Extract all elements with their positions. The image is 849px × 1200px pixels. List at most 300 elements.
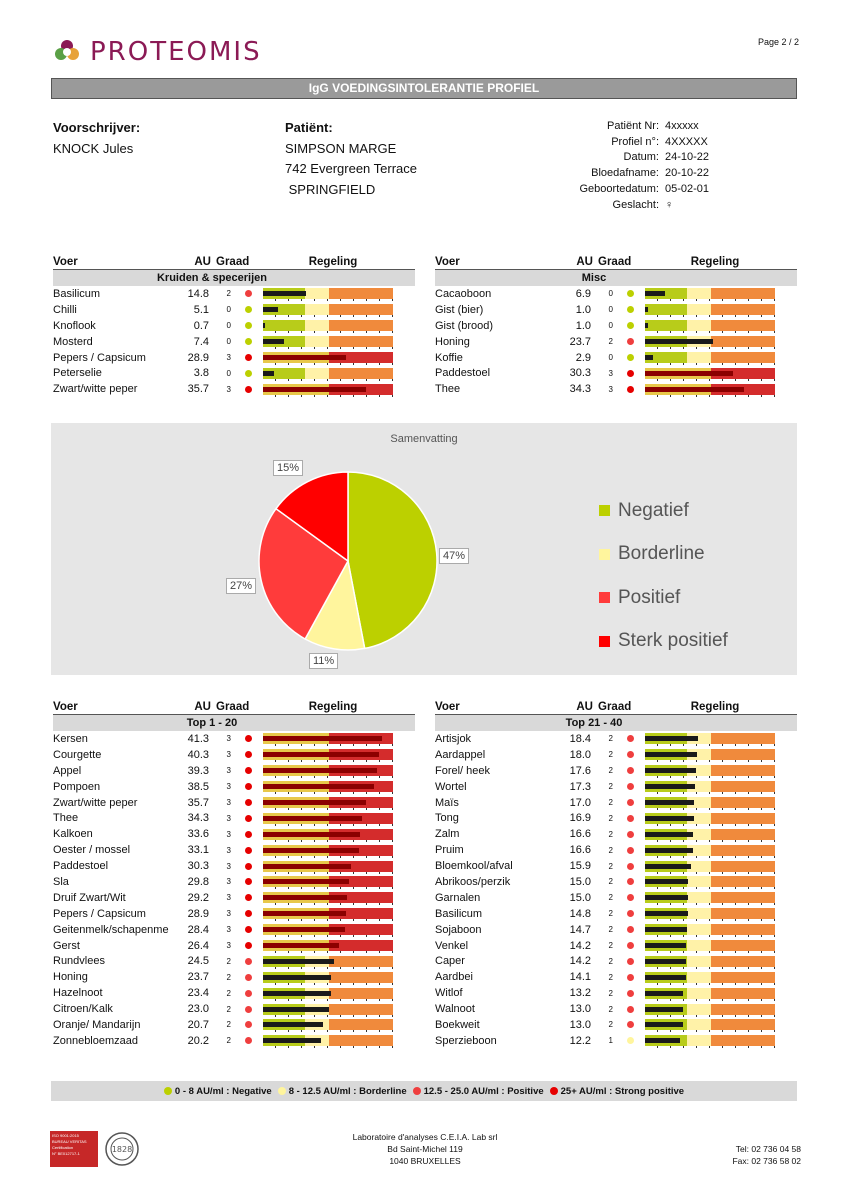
grade-dot-cell <box>233 942 263 949</box>
bar-ticks <box>263 919 393 921</box>
regulation-bar <box>263 336 393 347</box>
bar-zone <box>329 368 393 379</box>
regulation-bar <box>263 765 393 776</box>
grade-value: 2 <box>226 1036 231 1046</box>
col-grade: Graad <box>598 256 632 268</box>
section-header <box>435 715 797 731</box>
col-regulation: Regeling <box>690 256 740 268</box>
grade-dot-cell <box>233 1006 263 1013</box>
bar-zone <box>711 1035 775 1046</box>
bar-ticks <box>263 1015 393 1017</box>
prescriber-block <box>53 118 140 159</box>
regulation-bar <box>263 797 393 808</box>
grade-dot <box>627 354 634 361</box>
section-header <box>435 270 797 286</box>
col-grade: Graad <box>216 256 250 268</box>
table-row <box>53 286 415 302</box>
grade-value: 2 <box>608 782 613 792</box>
bar-zone <box>645 304 687 315</box>
grade-dot <box>627 1021 634 1028</box>
grade-value: 3 <box>226 893 231 903</box>
lab-address <box>300 1131 550 1167</box>
detail-value: 20-10-22 <box>665 167 710 180</box>
grade-dot <box>245 1021 252 1028</box>
grade-dot <box>245 735 252 742</box>
grade-dot <box>245 338 252 345</box>
bar-fill <box>263 1007 329 1012</box>
bar-zone <box>687 988 712 999</box>
bar-fill <box>645 291 665 296</box>
table-row <box>435 1033 797 1049</box>
regulation-bar <box>645 924 775 935</box>
bar-fill <box>645 943 686 948</box>
bar-zone <box>305 288 330 299</box>
bar-zone <box>687 908 712 919</box>
grade-value: 2 <box>608 972 613 982</box>
detail-label: Geslacht: <box>612 199 659 212</box>
grade-dot <box>627 386 634 393</box>
food-name: Pompoen <box>53 780 101 793</box>
regulation-bar <box>645 352 775 363</box>
grade-dot-cell <box>233 322 263 329</box>
grade-dot <box>245 942 252 949</box>
cert-line: Certification <box>52 1145 74 1150</box>
bar-zone <box>329 988 393 999</box>
food-name: Venkel <box>435 939 469 952</box>
grade-dot-cell <box>615 354 645 361</box>
table-row <box>435 810 797 826</box>
food-name: Sojaboon <box>435 923 482 936</box>
food-name: Koffie <box>435 351 463 364</box>
bar-zone <box>687 956 712 967</box>
table-row <box>435 302 797 318</box>
bar-ticks <box>263 347 393 349</box>
svg-text:1828: 1828 <box>111 1145 133 1154</box>
bar-zone <box>329 336 393 347</box>
grade-dot-cell <box>233 290 263 297</box>
au-value: 40.3 <box>187 748 209 761</box>
au-value: 18.4 <box>569 732 591 745</box>
logo-flower-icon <box>52 37 82 67</box>
table-row <box>53 890 415 906</box>
regulation-bar <box>645 892 775 903</box>
grade-dot-cell <box>615 735 645 742</box>
grade-value: 0 <box>226 305 231 315</box>
regulation-bar <box>263 829 393 840</box>
detail-value: 4XXXXX <box>665 135 708 148</box>
regulation-bar <box>263 892 393 903</box>
regulation-bar <box>263 320 393 331</box>
grade-value: 3 <box>226 909 231 919</box>
grade-dot-cell <box>615 990 645 997</box>
grade-value: 0 <box>608 321 613 331</box>
bar-fill <box>263 323 265 328</box>
table-top-21-40 <box>435 701 797 1049</box>
regulation-bar <box>263 352 393 363</box>
bar-zone <box>687 320 712 331</box>
grade-dot-cell <box>233 735 263 742</box>
bar-fill <box>645 991 683 996</box>
food-name: Honing <box>435 335 470 348</box>
table-row <box>435 763 797 779</box>
grade-value: 2 <box>608 893 613 903</box>
regulation-bar <box>645 765 775 776</box>
grade-dot-cell <box>615 322 645 329</box>
bar-fill <box>263 355 346 360</box>
regulation-bar <box>263 956 393 967</box>
table-row <box>53 826 415 842</box>
grade-value: 2 <box>608 1004 613 1014</box>
bar-zone <box>711 892 775 903</box>
grade-dot <box>627 338 634 345</box>
bar-zone <box>329 956 393 967</box>
food-name: Paddestoel <box>53 860 109 873</box>
lab-city: 1040 BRUXELLES <box>389 1156 461 1166</box>
food-name: Honing <box>53 971 88 984</box>
bar-ticks <box>645 951 775 953</box>
au-value: 14.8 <box>187 287 209 300</box>
grade-value: 2 <box>608 798 613 807</box>
bar-fill <box>645 895 688 900</box>
grade-dot-cell <box>615 974 645 981</box>
table-row <box>53 1001 415 1017</box>
table-row <box>53 747 415 763</box>
regulation-bar <box>263 733 393 744</box>
grade-value: 3 <box>226 384 231 394</box>
grade-value: 3 <box>608 368 613 378</box>
grade-value: 2 <box>226 988 231 998</box>
legend-label: Borderline <box>618 543 705 565</box>
bar-fill <box>263 832 360 837</box>
grade-dot <box>245 370 252 377</box>
regulation-bar <box>263 749 393 760</box>
legend-swatch <box>599 505 610 516</box>
au-value: 30.3 <box>187 860 209 873</box>
au-value: 2.9 <box>575 351 591 364</box>
section-header <box>53 270 415 286</box>
au-value: 28.9 <box>187 351 209 364</box>
pie-label: 27% <box>226 578 256 594</box>
grade-dot-cell <box>615 290 645 297</box>
bar-ticks <box>263 872 393 874</box>
bar-ticks <box>263 395 393 397</box>
lab-contact <box>732 1143 801 1167</box>
bar-fill <box>263 879 349 884</box>
food-name: Zalm <box>435 828 460 841</box>
regulation-bar <box>263 924 393 935</box>
table-row <box>53 938 415 954</box>
bar-ticks <box>645 363 775 365</box>
food-name: Bloemkool/afval <box>435 860 513 873</box>
food-name: Garnalen <box>435 891 481 904</box>
regulation-bar <box>645 1019 775 1030</box>
grade-value: 3 <box>608 384 613 394</box>
pie-label: 11% <box>309 653 338 669</box>
bar-zone <box>711 336 775 347</box>
grade-dot-cell <box>233 338 263 345</box>
grade-value: 2 <box>226 289 231 299</box>
regulation-bar <box>645 988 775 999</box>
bar-zone <box>711 765 775 776</box>
bar-ticks <box>263 331 393 333</box>
table-row <box>435 350 797 366</box>
bar-ticks <box>645 379 775 381</box>
grade-value: 2 <box>608 845 613 855</box>
chart-legend <box>599 489 728 663</box>
regulation-bar <box>645 829 775 840</box>
legend-item <box>599 489 728 533</box>
regulation-bar <box>263 940 393 951</box>
detail-label: Geboortedatum: <box>579 183 659 196</box>
grade-dot-cell <box>615 370 645 377</box>
bar-ticks <box>263 983 393 985</box>
grade-dot <box>245 322 252 329</box>
legend-item <box>599 576 728 620</box>
bar-zone <box>711 797 775 808</box>
bar-fill <box>263 816 362 821</box>
table-row <box>435 874 797 890</box>
bar-ticks <box>263 840 393 842</box>
grade-dot-cell <box>233 751 263 758</box>
bar-fill <box>263 927 345 932</box>
regulation-bar <box>645 1035 775 1046</box>
table-row <box>435 318 797 334</box>
regulation-bar <box>645 876 775 887</box>
grade-dot-cell <box>233 370 263 377</box>
bar-ticks <box>645 824 775 826</box>
grade-dot-cell <box>233 974 263 981</box>
table-row <box>53 874 415 890</box>
regulation-bar <box>263 813 393 824</box>
grade-dot-cell <box>233 767 263 774</box>
au-value: 23.0 <box>187 1003 209 1016</box>
grade-value: 3 <box>226 782 231 792</box>
cert-line: ISO 9001:2015 <box>52 1133 79 1138</box>
bar-ticks <box>645 744 775 746</box>
lab-street: Bd Saint-Michel 119 <box>387 1144 463 1154</box>
grade-value: 0 <box>608 353 613 362</box>
grade-value: 2 <box>608 925 613 935</box>
grade-dot-cell <box>615 847 645 854</box>
grade-dot-cell <box>615 942 645 949</box>
legend-swatch <box>599 592 610 603</box>
bar-zone <box>711 749 775 760</box>
bar-ticks <box>263 744 393 746</box>
cert-line: N° BE012717-1 <box>52 1151 80 1156</box>
food-name: Artisjok <box>435 732 472 745</box>
bar-ticks <box>645 919 775 921</box>
food-name: Pepers / Capsicum <box>53 351 146 364</box>
bar-fill <box>263 736 382 741</box>
au-value: 12.2 <box>569 1034 591 1047</box>
detail-label: Profiel n°: <box>611 135 659 148</box>
grade-dot <box>627 926 634 933</box>
col-regulation: Regeling <box>308 701 358 713</box>
grade-value: 3 <box>226 353 231 362</box>
food-name: Tong <box>435 812 459 825</box>
bar-fill <box>645 387 744 392</box>
grade-dot-cell <box>233 926 263 933</box>
table-row <box>435 795 797 811</box>
bar-ticks <box>645 1030 775 1032</box>
bar-ticks <box>263 299 393 301</box>
section-header <box>53 715 415 731</box>
legend-bar-dot <box>164 1087 172 1095</box>
regulation-bar <box>645 1004 775 1015</box>
au-value: 33.1 <box>187 844 209 857</box>
bar-zone <box>329 972 393 983</box>
legend-item <box>599 620 728 664</box>
bar-ticks <box>263 951 393 953</box>
col-grade: Graad <box>216 701 250 713</box>
table-row <box>435 365 797 381</box>
bar-fill <box>263 800 366 805</box>
grade-dot <box>627 1037 634 1044</box>
legend-item <box>599 533 728 577</box>
bar-zone <box>687 288 712 299</box>
grade-dot <box>245 1006 252 1013</box>
table-row <box>435 985 797 1001</box>
bar-fill <box>263 339 284 344</box>
grade-value: 2 <box>608 734 613 744</box>
section-title: Misc <box>581 272 607 284</box>
food-name: Sperzieboon <box>435 1034 497 1047</box>
food-name: Caper <box>435 955 465 968</box>
food-name: Kersen <box>53 732 88 745</box>
bar-fill <box>645 911 688 916</box>
bar-ticks <box>263 824 393 826</box>
table-row <box>53 1033 415 1049</box>
bar-fill <box>263 959 334 964</box>
grade-dot <box>245 926 252 933</box>
bar-fill <box>263 864 351 869</box>
grade-dot-cell <box>615 815 645 822</box>
grade-dot <box>245 815 252 822</box>
food-name: Gist (bier) <box>435 303 484 316</box>
table-row <box>53 906 415 922</box>
food-name: Forel/ heek <box>435 764 491 777</box>
food-name: Chilli <box>53 303 77 316</box>
food-name: Geitenmelk/schapenme <box>53 923 169 936</box>
bar-fill <box>645 1038 680 1043</box>
col-au: AU <box>194 256 211 268</box>
bar-zone <box>711 829 775 840</box>
grade-dot <box>245 386 252 393</box>
bar-fill <box>645 800 694 805</box>
bar-fill <box>263 991 331 996</box>
au-value: 15.0 <box>569 891 591 904</box>
au-value: 35.7 <box>187 383 209 396</box>
table-misc <box>435 256 797 397</box>
detail-value: 4xxxxx <box>665 119 699 132</box>
table-row <box>435 969 797 985</box>
table-row <box>435 826 797 842</box>
grade-dot-cell <box>615 1037 645 1044</box>
grade-dot <box>245 958 252 965</box>
bar-ticks <box>263 379 393 381</box>
au-value: 34.3 <box>569 383 591 396</box>
col-au: AU <box>576 256 593 268</box>
table-row <box>53 795 415 811</box>
bar-zone <box>305 368 330 379</box>
grade-dot-cell <box>233 990 263 997</box>
food-name: Kalkoen <box>53 828 93 841</box>
table-row <box>435 779 797 795</box>
table-row <box>435 747 797 763</box>
food-name: Basilicum <box>53 287 101 300</box>
proteomis-logo <box>52 37 262 67</box>
bar-fill <box>645 307 648 312</box>
bar-fill <box>263 371 274 376</box>
grade-dot <box>245 910 252 917</box>
grade-value: 2 <box>608 956 613 966</box>
bar-fill <box>645 848 693 853</box>
grade-value: 2 <box>226 1004 231 1014</box>
table-header <box>53 701 415 715</box>
grade-dot <box>627 974 634 981</box>
bar-zone <box>711 924 775 935</box>
food-name: Zwart/witte peper <box>53 383 138 396</box>
grade-value: 3 <box>226 845 231 855</box>
grade-dot <box>627 306 634 313</box>
table-row <box>53 365 415 381</box>
bar-fill <box>263 1022 323 1027</box>
regulation-bar <box>263 972 393 983</box>
grade-dot-cell <box>233 306 263 313</box>
au-value: 1.0 <box>575 319 591 332</box>
regulation-bar <box>263 288 393 299</box>
bar-ticks <box>263 760 393 762</box>
grade-dot-cell <box>233 831 263 838</box>
regulation-bar <box>263 988 393 999</box>
au-value: 0.7 <box>193 319 209 332</box>
prescriber-label: Voorschrijver: <box>53 120 141 135</box>
patient-address: 742 Evergreen Terrace <box>285 161 418 176</box>
grade-dot-cell <box>233 1021 263 1028</box>
grade-dot-cell <box>615 1021 645 1028</box>
grade-dot <box>627 767 634 774</box>
regulation-bar <box>645 908 775 919</box>
grade-dot <box>627 783 634 790</box>
grade-value: 2 <box>608 909 613 919</box>
detail-value: 24-10-22 <box>665 151 710 164</box>
bar-fill <box>263 784 374 789</box>
grade-dot-cell <box>233 910 263 917</box>
legend-bar-text: 8 - 12.5 AU/ml : Borderline <box>288 1085 407 1097</box>
au-value: 28.9 <box>187 907 209 920</box>
table-header <box>53 256 415 270</box>
bar-zone <box>687 352 712 363</box>
grade-value: 3 <box>226 798 231 807</box>
col-grade: Graad <box>598 701 632 713</box>
regulation-bar <box>263 1004 393 1015</box>
table-row <box>53 334 415 350</box>
bar-fill <box>263 975 331 980</box>
grade-value: 0 <box>226 368 231 378</box>
grade-dot <box>245 290 252 297</box>
regulation-bar <box>645 288 775 299</box>
detail-value: 05-02-01 <box>665 183 710 196</box>
table-row <box>53 842 415 858</box>
regulation-bar <box>645 320 775 331</box>
regulation-bar <box>263 1019 393 1030</box>
grade-value: 3 <box>226 766 231 776</box>
grade-value: 2 <box>608 861 613 871</box>
grade-value: 3 <box>226 861 231 871</box>
food-name: Maïs <box>435 796 459 809</box>
bar-fill <box>263 768 377 773</box>
grade-dot-cell <box>615 783 645 790</box>
